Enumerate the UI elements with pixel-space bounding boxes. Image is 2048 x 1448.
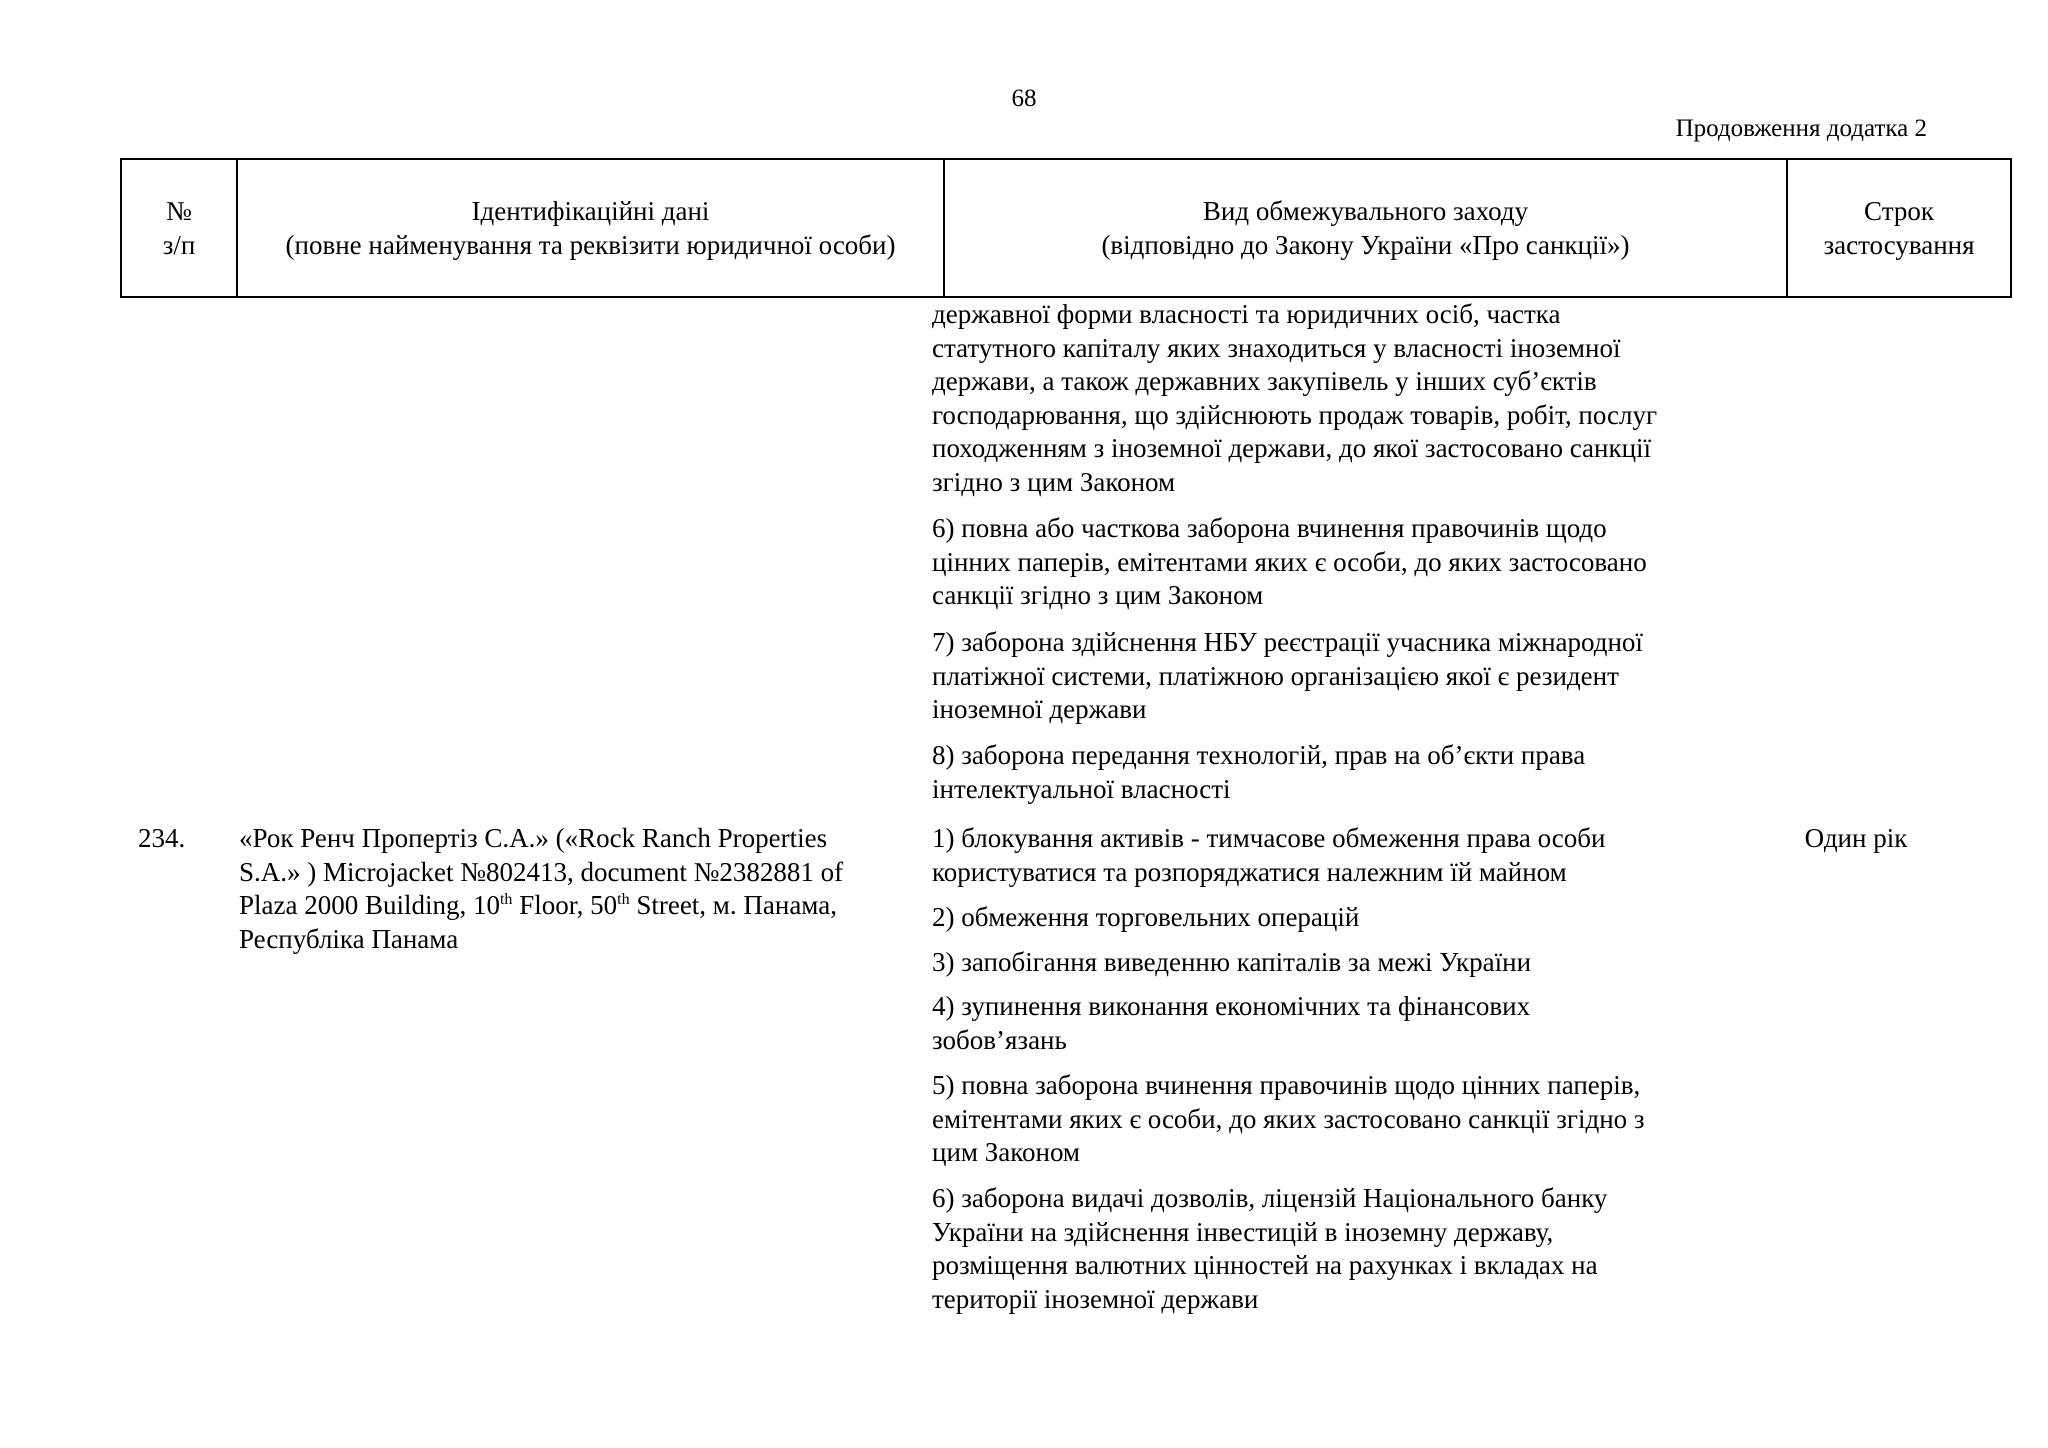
measure-line: платіжної системи, платіжною організацією якої є резидент [932,660,1619,691]
measure-line: держави, а також державних закупівель у інших суб’єктів [932,366,1597,397]
measure-line: території іноземної держави [932,1283,1259,1314]
measure-line: статутного капіталу яких знаходиться у власності іноземної [932,332,1621,363]
measure-line: санкції згідно з цим Законом [932,580,1264,611]
header-number-cell [121,159,237,297]
entry-number: 234. [138,823,186,853]
measure-line: 6) повна або часткова заборона вчинення правочинів щодо [932,513,1607,543]
ident-text-part: Floor, 50 [512,890,618,921]
table-header [120,158,2012,298]
header-ident-line: Ідентифікаційні дані [471,196,710,226]
entry-measure-item [932,901,1732,935]
ident-text-part: Plaza 2000 Building, 10 [239,890,500,921]
measure-line: користуватися та розпоряджатися належним їй майном [932,856,1567,887]
measure-line: 8) заборона передання технологій, прав на об’єкти права [932,740,1586,770]
prev-measure-item [932,512,1732,613]
entry-measure-item [932,1069,1732,1170]
measure-line: розміщення валютних цінностей на рахунках і вкладах на [932,1250,1598,1281]
measure-line: іноземної держави [932,694,1147,725]
prev-measure-item [932,298,1732,500]
ident-line: «Рок Ренч Пропертіз С.А.» («Rock Ranch Properties [239,823,828,853]
ident-text-part: Street, м. Панама, [629,890,837,921]
page-number: 68 [1011,85,1037,112]
measure-line: інтелектуальної власності [932,773,1231,804]
header-measure-line: (відповідно до Закону України «Про санкції») [1101,230,1630,260]
measure-line: походженням з іноземної держави, до якої застосовано санкції [932,433,1652,464]
measure-line: 6) заборона видачі дозволів, ліцензій Національного банку [932,1183,1608,1213]
measure-line: 2) обмеження торговельних операцій [932,902,1360,932]
header-measure-line: Вид обмежувального заходу [1202,196,1529,226]
entry-ident [239,822,899,956]
measure-line: цим Законом [932,1137,1081,1168]
entry-measure-item [932,1182,1732,1316]
ident-line: S.A.» ) Microjacket №802413, document №2382881 of [239,856,844,887]
measure-line: господарювання, що здійснюють продаж товарів, робіт, послуг [932,399,1658,430]
measure-line: 4) зупинення виконання економічних та фінансових [932,991,1531,1021]
header-term-line: застосування [1823,230,1975,260]
header-ident-cell [237,159,944,297]
ident-superscript: th [617,891,630,909]
continuation-label: Продовження додатка 2 [1675,115,1927,142]
prev-measure-item [932,626,1732,727]
entry-term: Один рік [1804,823,1908,853]
prev-measure-item [932,739,1732,806]
entry-measure-item [932,990,1732,1057]
ident-line [239,889,899,923]
measure-line: 5) повна заборона вчинення правочинів щодо цінних паперів, [932,1070,1641,1100]
measure-line: України на здійснення інвестицій в іноземну державу, [932,1216,1554,1247]
measure-line: 1) блокування активів - тимчасове обмеження права особи [932,823,1606,853]
measure-line: зобов’язань [932,1024,1067,1055]
entry-measure-item [932,822,1732,889]
ident-superscript: th [499,891,513,909]
header-term-line: Строк [1864,196,1934,226]
header-term-cell [1787,159,2011,297]
measure-line: згідно з цим Законом [932,466,1176,497]
entry-measure-item [932,946,1732,980]
header-measure-cell [944,159,1787,297]
header-number-line: № [166,196,192,226]
header-ident-line: (повне найменування та реквізити юридичної особи) [285,230,896,260]
measure-line: емітентами яких є особи, до яких застосовано санкції згідно з [932,1103,1645,1134]
measure-line: цінних паперів, емітентами яких є особи, до яких застосовано [932,546,1647,577]
measure-line: державної форми власності та юридичних осіб, частка [932,299,1561,329]
measure-line: 3) запобігання виведенню капіталів за межі України [932,947,1532,977]
measure-line: 7) заборона здійснення НБУ реєстрації учасника міжнародної [932,627,1643,657]
ident-line: Республіка Панама [239,923,459,954]
header-number-line: з/п [162,230,196,260]
